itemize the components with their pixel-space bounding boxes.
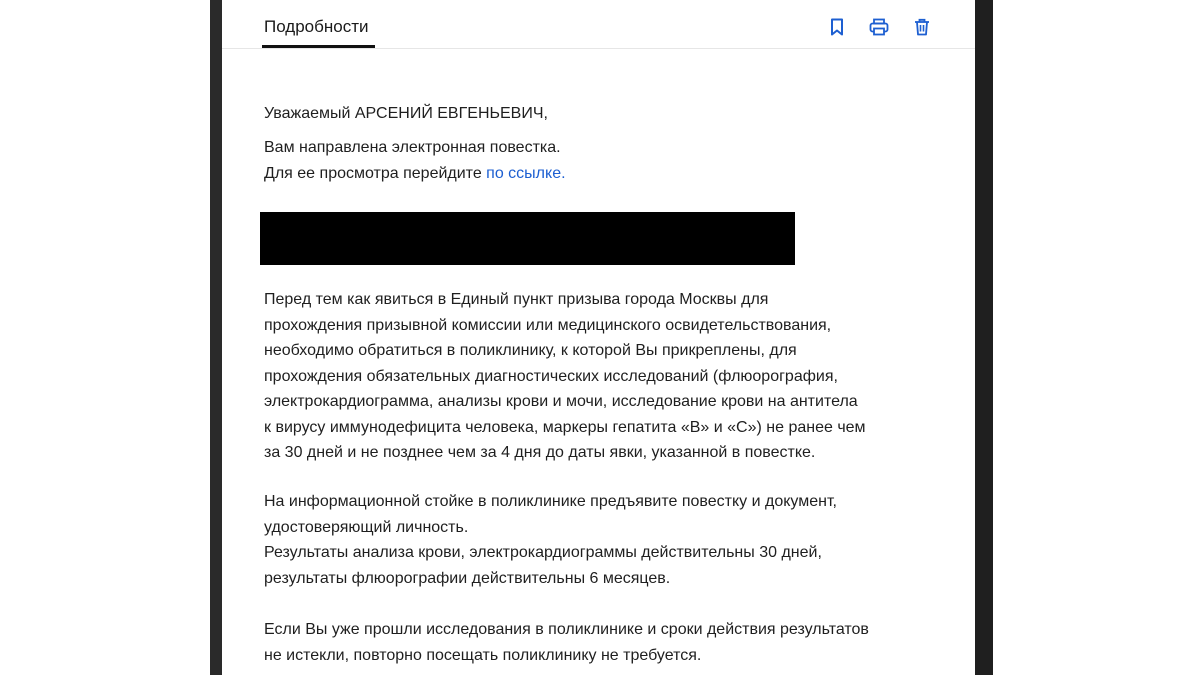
paragraph-line: прохождения обязательных диагностических исследований (флюорография, bbox=[264, 367, 838, 385]
paragraph-line: электрокардиограмма, анализы крови и мочи, исследование крови на антитела bbox=[264, 393, 858, 410]
instructions-paragraph bbox=[264, 287, 964, 466]
paragraph-line: Если Вы уже прошли исследования в поликлинике и сроки действия результатов bbox=[264, 621, 869, 638]
paragraph-line: за 30 дней и не позднее чем за 4 дня до даты явки, указанной в повестке. bbox=[264, 444, 816, 461]
print-icon[interactable] bbox=[868, 16, 890, 38]
redacted-block bbox=[260, 212, 795, 265]
paragraph-line: не истекли, повторно посещать поликлинику не требуется. bbox=[264, 646, 702, 664]
paragraph-line: результаты флюорографии действительны 6 месяцев. bbox=[264, 569, 671, 587]
exemption-paragraph bbox=[264, 617, 974, 668]
paragraph-line: к вирусу иммунодефицита человека, маркеры гепатита «В» и «С») не ранее чем bbox=[264, 418, 866, 436]
intro-line-prefix: Для ее просмотра перейдите bbox=[264, 164, 487, 182]
intro-line bbox=[264, 161, 964, 187]
intro-line: Вам направлена электронная повестка. bbox=[264, 139, 561, 156]
right-window-edge bbox=[975, 0, 993, 675]
tab-details[interactable]: Подробности bbox=[264, 17, 369, 36]
paragraph-line: Результаты анализа крови, электрокардиограммы действительны 30 дней, bbox=[264, 544, 822, 561]
intro-paragraph bbox=[264, 135, 964, 186]
documents-paragraph bbox=[264, 489, 964, 591]
paragraph-line: прохождения призывной комиссии или медицинского освидетельствования, bbox=[264, 316, 832, 334]
active-tab-indicator bbox=[262, 45, 375, 48]
bookmark-icon[interactable] bbox=[826, 16, 848, 38]
greeting-text: Уважаемый АРСЕНИЙ ЕВГЕНЬЕВИЧ, bbox=[264, 105, 548, 122]
left-window-edge bbox=[210, 0, 222, 675]
paragraph-line: Перед тем как явиться в Единый пункт призыва города Москвы для bbox=[264, 291, 769, 308]
message-details-panel bbox=[222, 0, 975, 675]
paragraph-line: На информационной стойке в поликлинике предъявите повестку и документ, bbox=[264, 493, 837, 510]
paragraph-line: необходимо обратиться в поликлинику, к которой Вы прикреплены, для bbox=[264, 342, 797, 359]
details-header bbox=[222, 0, 975, 49]
paragraph-line: удостоверяющий личность. bbox=[264, 518, 469, 536]
summons-link[interactable]: по ссылке. bbox=[486, 164, 566, 182]
trash-icon[interactable] bbox=[911, 16, 933, 38]
